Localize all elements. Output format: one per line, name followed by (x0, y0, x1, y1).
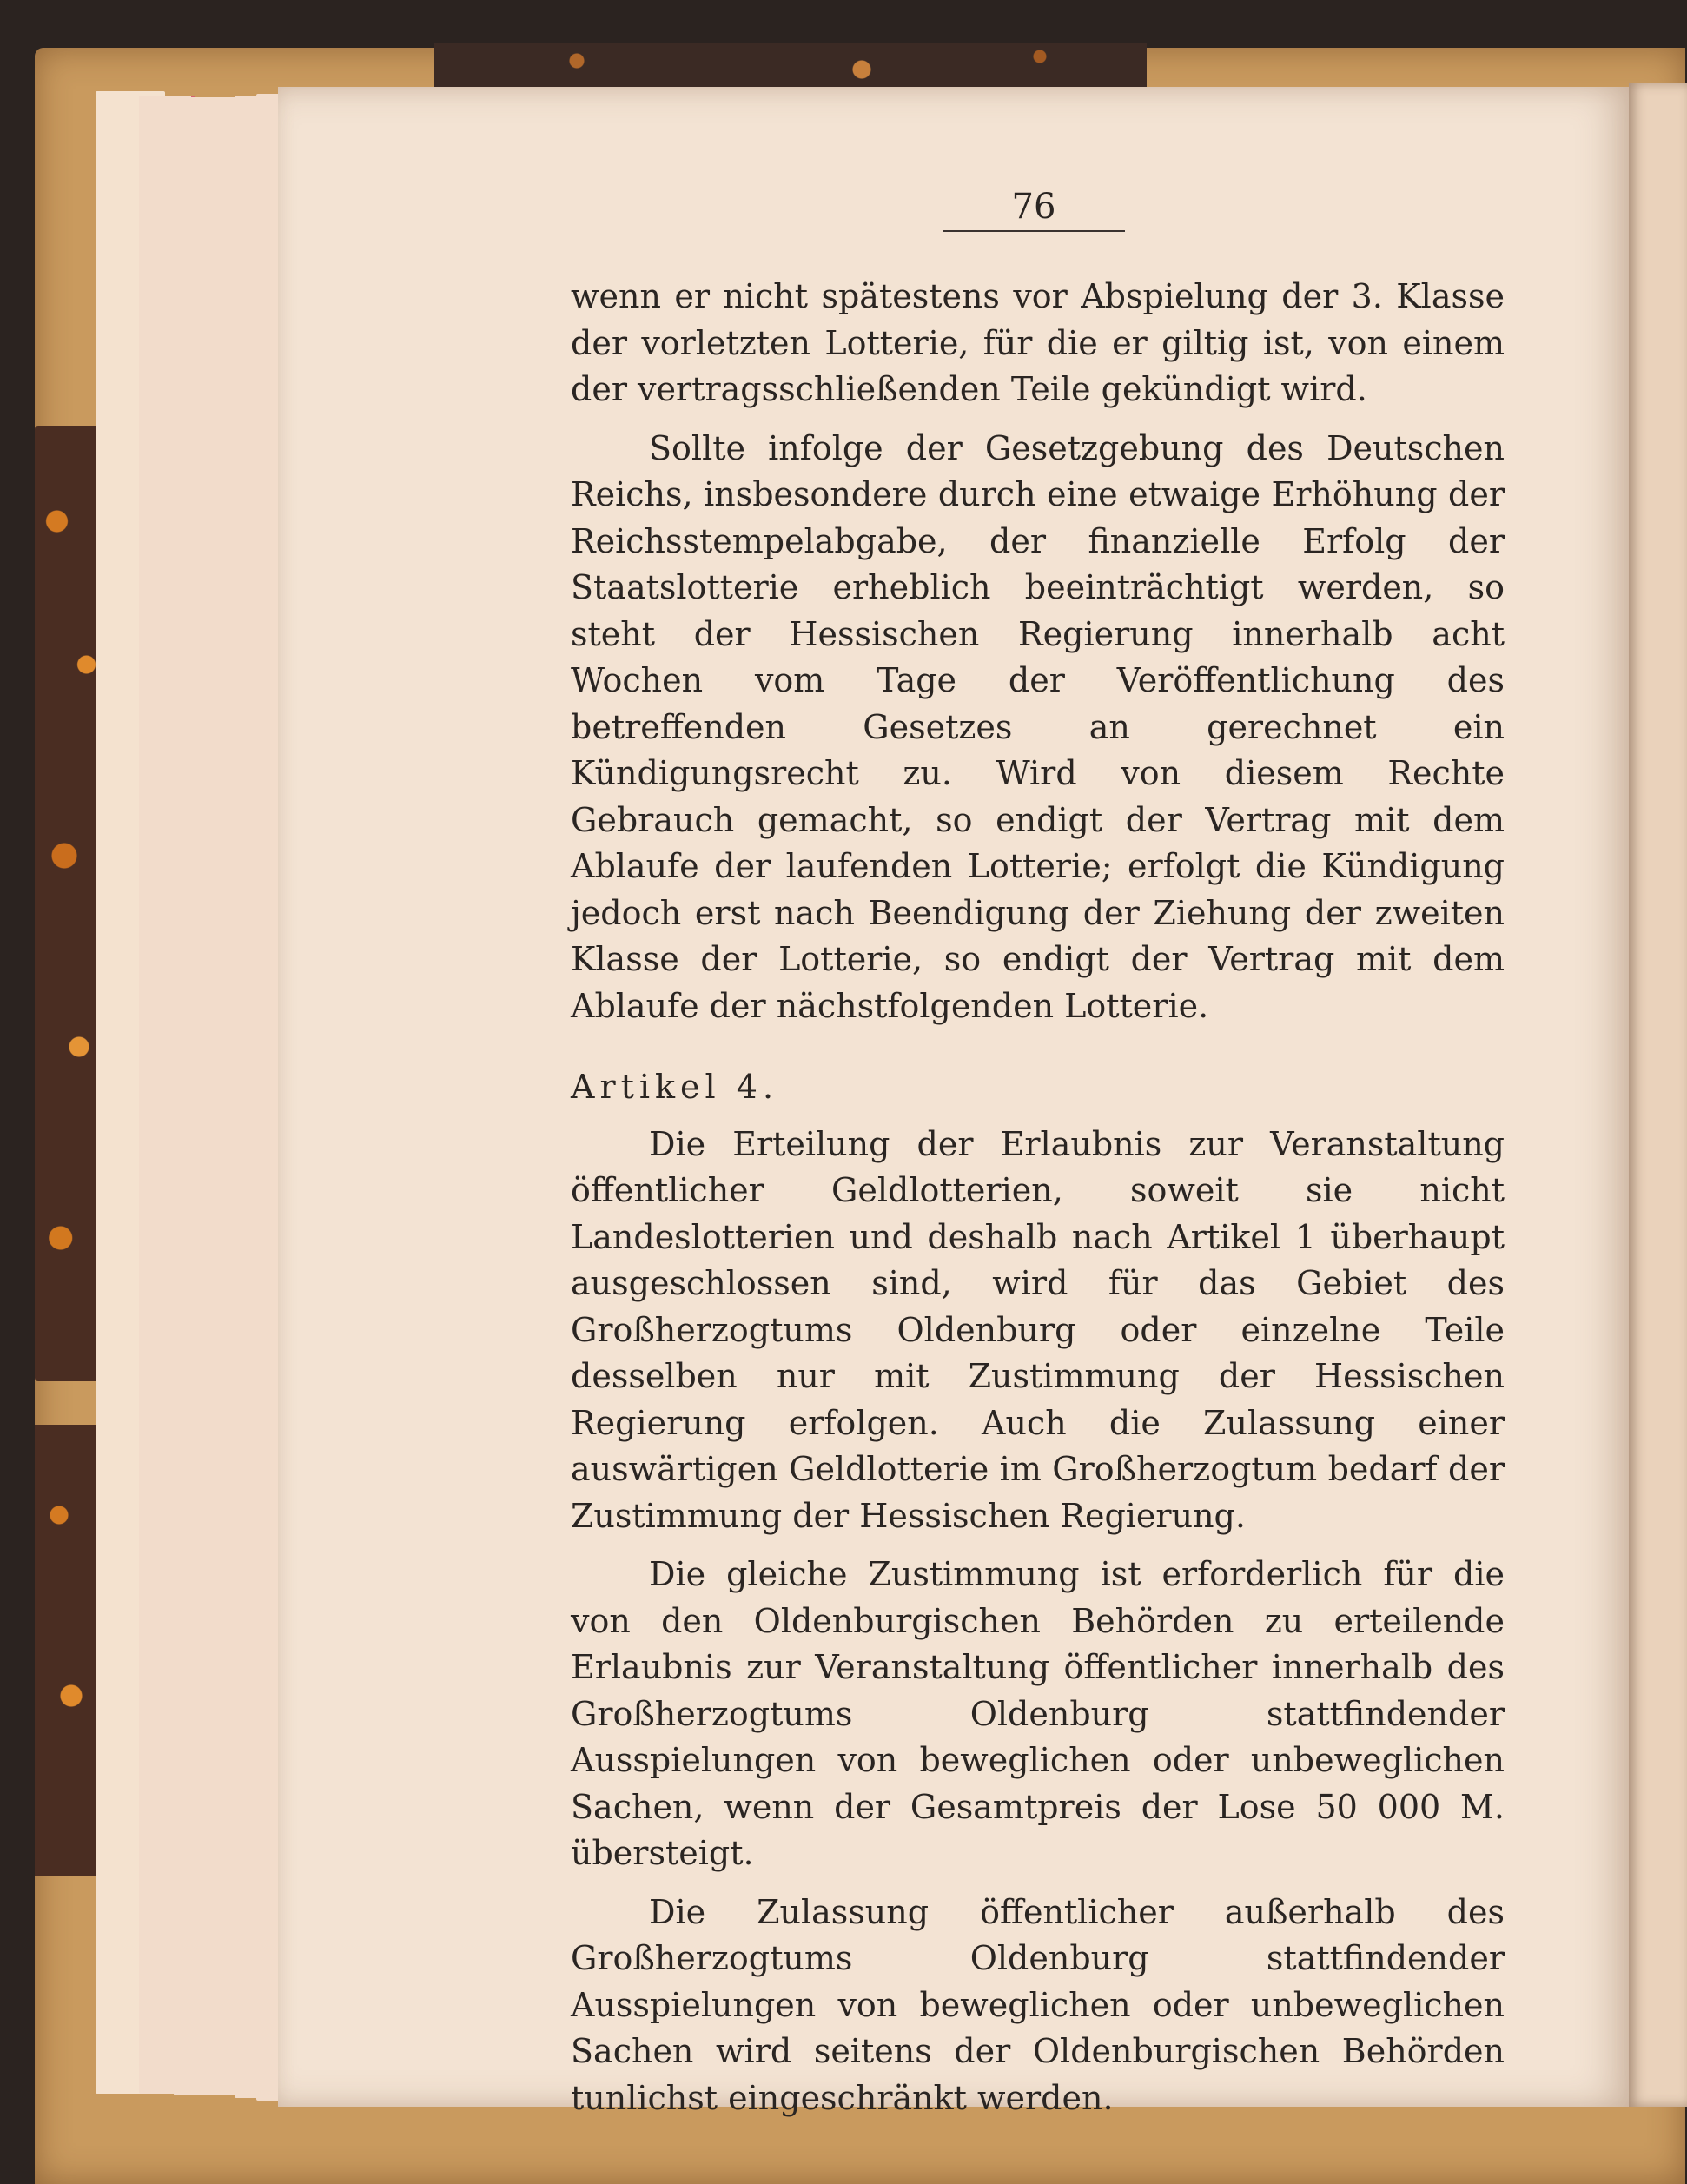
page-number-rule (943, 230, 1125, 232)
paragraph: Sollte infolge der Gesetzgebung des Deutschen Reichs, insbesondere durch eine etwaige Erhöhung der Reichsstempelabgabe, der finanzielle Erfolg der Staatslotterie erheblich beeinträchtigt werden, so steht der Hessischen Regierung innerhalb acht Wochen vom Tage der Veröffentlichung des betreffenden Gesetzes an gerechnet ein Kündigungsrecht zu. Wird von diesem Rechte Gebrauch gemacht, so endigt der Vertrag mit dem Ablaufe der laufenden Lotterie; erfolgt die Kündigung jedoch erst nach Beendigung der Ziehung der zweiten Klasse der Lotterie, so endigt der Vertrag mit dem Ablaufe der nächstfolgenden Lotterie. (571, 428, 1505, 1025)
facing-page-edge (1629, 83, 1687, 2107)
page-body (571, 274, 1505, 2121)
paragraph: Die gleiche Zustimmung ist erforderlich für die von den Oldenburgischen Behörden zu erteilende Erlaubnis zur Veranstaltung öffentlicher innerhalb des Großherzogtums Oldenburg stattfindender Ausspielungen von beweglichen oder unbeweglichen Sachen, wenn der Gesamtpreis der Lose 50 000 M. übersteigt. (571, 1555, 1505, 1872)
paragraph: Die Zulassung öffentlicher außerhalb des Großherzogtums Oldenburg stattfindender Ausspielungen von beweglichen oder unbeweglichen Sachen wird seitens der Oldenburgischen Behörden tunlichst eingeschränkt werden. (571, 1892, 1505, 2117)
article-heading: Artikel 4. (571, 1068, 779, 1106)
marbled-spine-lower (35, 1425, 96, 1876)
paragraph: wenn er nicht spätestens vor Abspielung der 3. Klasse der vorletzten Lotterie, für die er giltig ist, von einem der vertragsschließenden Teile gekündigt wird. (571, 277, 1505, 408)
page-number: 76 (1011, 187, 1056, 227)
paragraph: Die Erteilung der Erlaubnis zur Veranstaltung öffentlicher Geldlotterien, soweit sie nicht Landeslotterien und deshalb nach Artikel 1 überhaupt ausgeschlossen sind, wird für das Gebiet des Großherzogtums Oldenburg oder einzelne Teile desselben nur mit Zustimmung der Hessischen Regierung erfolgen. Auch die Zulassung einer auswärtigen Geldlotterie im Großherzogtum bedarf der Zustimmung der Hessischen Regierung. (571, 1124, 1505, 1535)
marbled-cover-top (434, 43, 1147, 87)
